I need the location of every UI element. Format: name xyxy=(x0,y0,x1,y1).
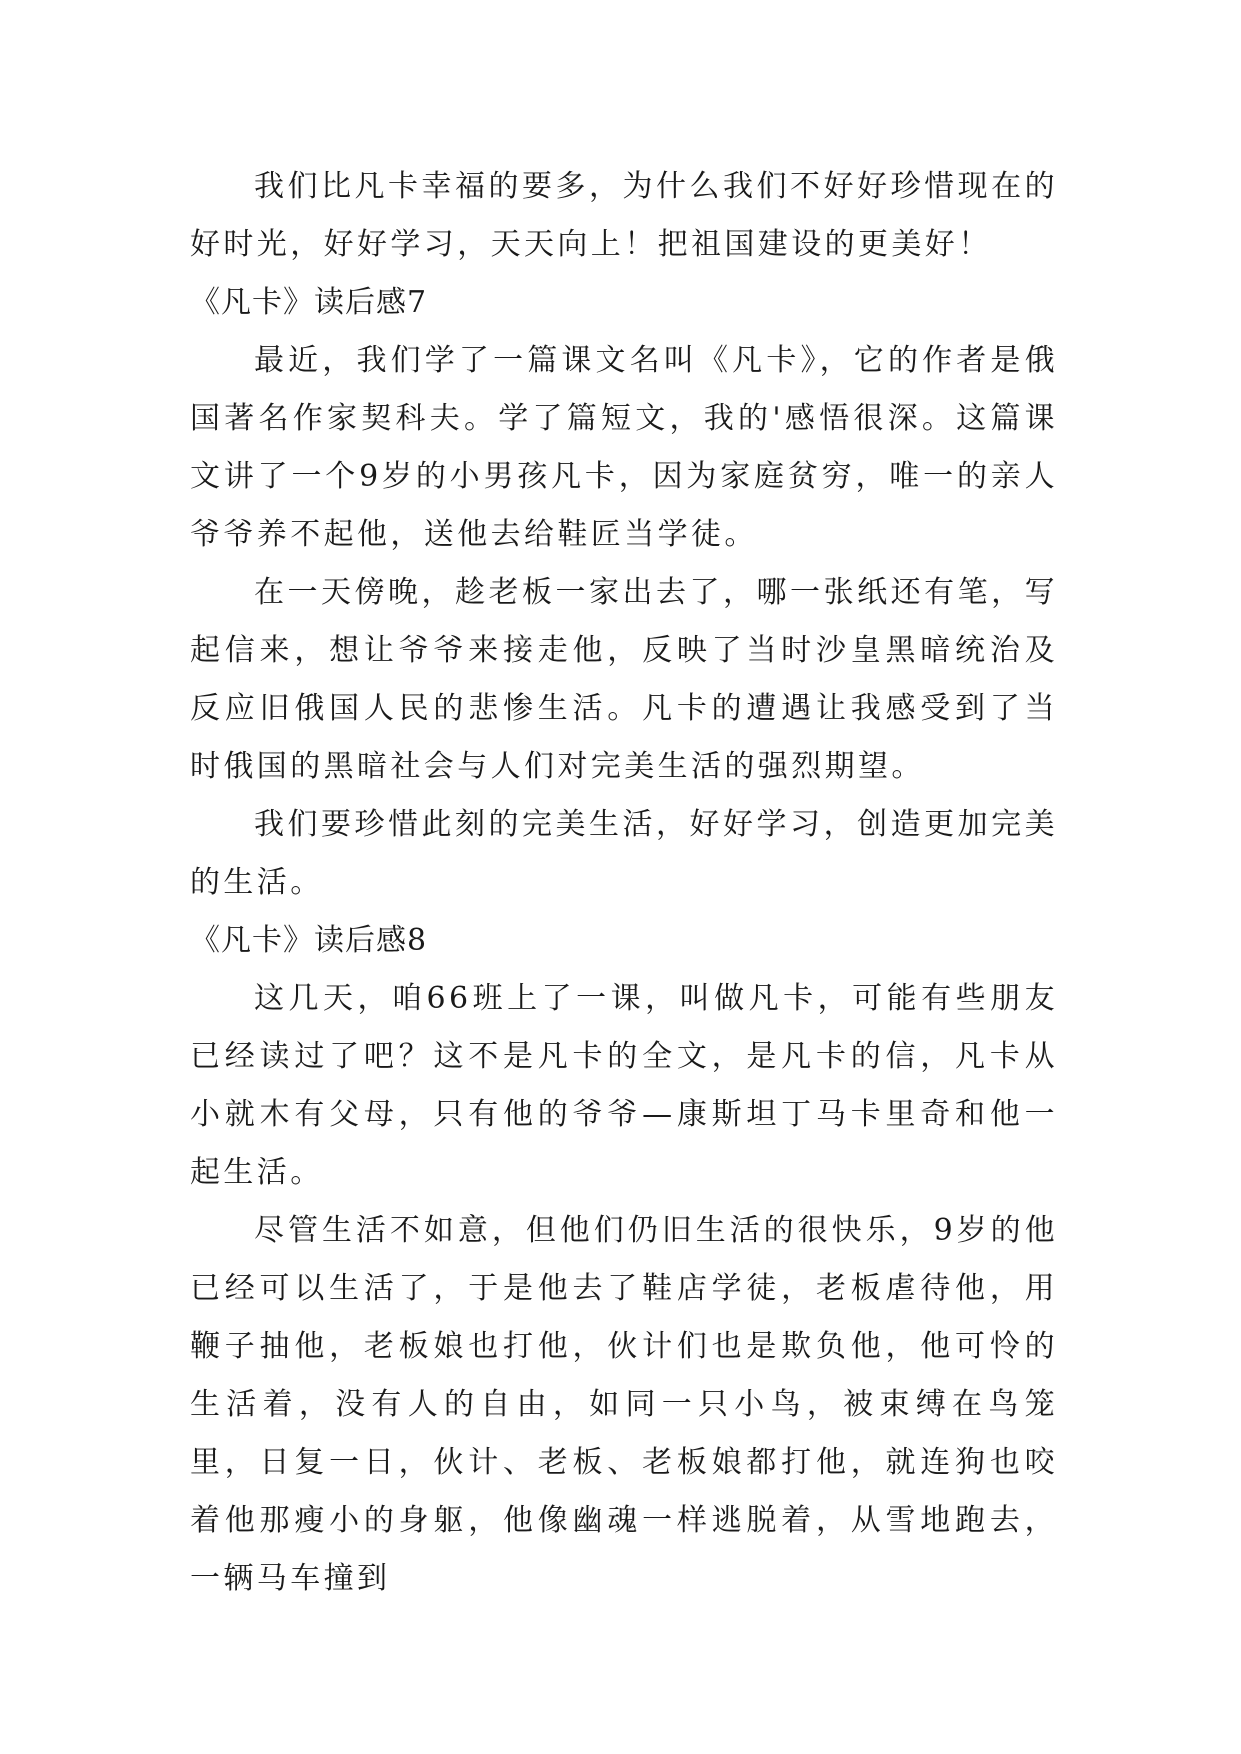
paragraph-1: 我们比凡卡幸福的要多，为什么我们不好好珍惜现在的好时光，好好学习，天天向上！把祖国建设的更美好！ xyxy=(190,169,1058,262)
section-heading-7: 《凡卡》读后感7 xyxy=(190,285,428,320)
paragraph-3: 在一天傍晚，趁老板一家出去了，哪一张纸还有笔，写起信来，想让爷爷来接走他，反映了当时沙皇黑暗统治及反应旧俄国人民的悲惨生活。凡卡的遭遇让我感受到了当时俄国的黑暗社会与人们对完美生活的强烈期望。 xyxy=(190,575,1058,784)
document-page xyxy=(190,158,1058,1608)
paragraph-4: 我们要珍惜此刻的完美生活，好好学习，创造更加完美的生活。 xyxy=(190,807,1058,900)
paragraph-2: 最近，我们学了一篇课文名叫《凡卡》，它的作者是俄国著名作家契科夫。学了篇短文，我的'感悟很深。这篇课文讲了一个9岁的小男孩凡卡，因为家庭贫穷，唯一的亲人爷爷养不起他，送他去给鞋匠当学徒。 xyxy=(190,343,1058,552)
paragraph-5: 这几天，咱66班上了一课，叫做凡卡，可能有些朋友已经读过了吧？这不是凡卡的全文，是凡卡的信，凡卡从小就木有父母，只有他的爷爷—康斯坦丁马卡里奇和他一起生活。 xyxy=(190,981,1058,1190)
section-heading-8: 《凡卡》读后感8 xyxy=(190,923,428,958)
paragraph-6: 尽管生活不如意，但他们仍旧生活的很快乐，9岁的他已经可以生活了，于是他去了鞋店学徒，老板虐待他，用鞭子抽他，老板娘也打他，伙计们也是欺负他，他可怜的生活着，没有人的自由，如同一只小鸟，被束缚在鸟笼里，日复一日，伙计、老板、老板娘都打他，就连狗也咬着他那瘦小的身躯，他像幽魂一样逃脱着，从雪地跑去，一辆马车撞到 xyxy=(190,1213,1058,1596)
